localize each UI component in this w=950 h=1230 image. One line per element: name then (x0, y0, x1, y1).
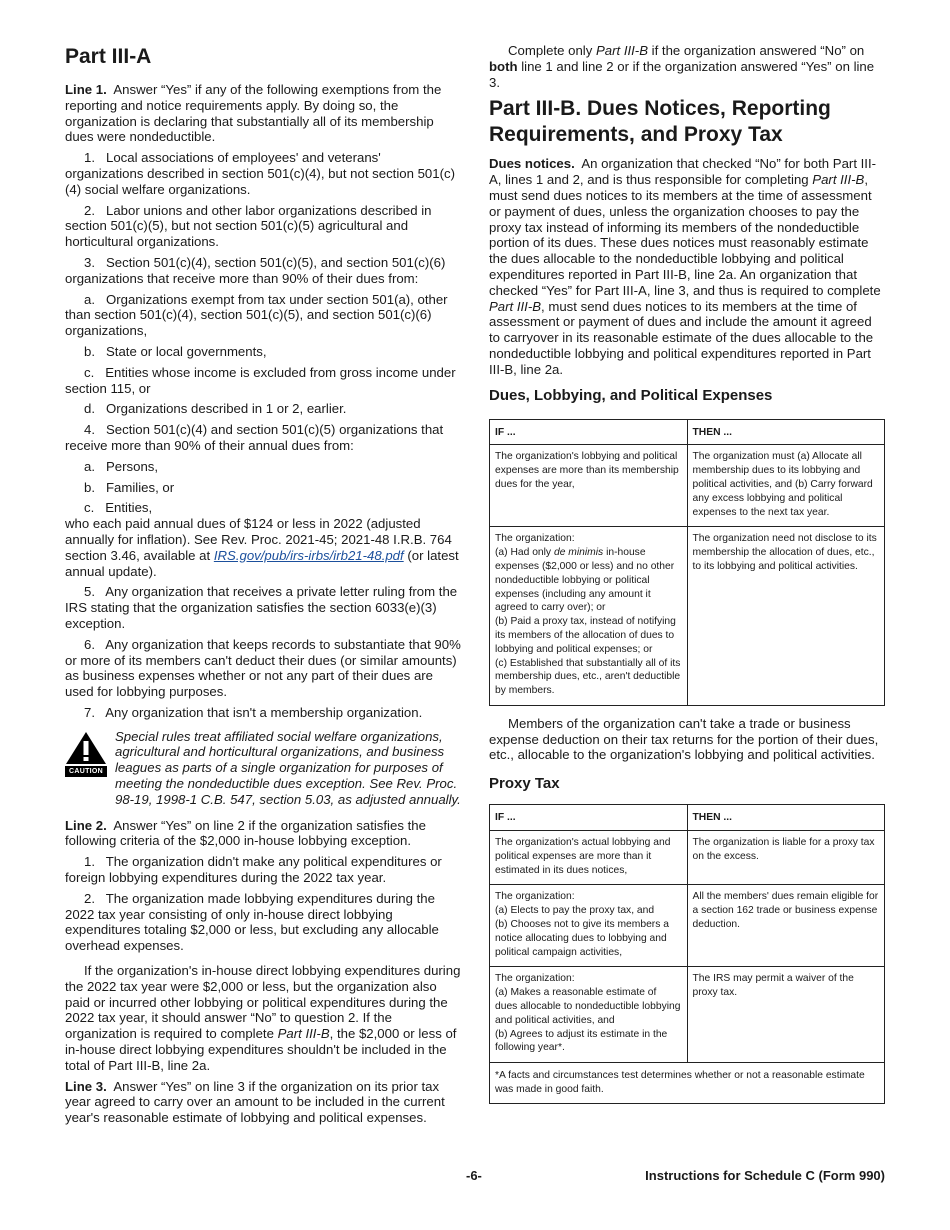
line1-subitem: c. Entities whose income is excluded from gross income under section 115, or (65, 364, 456, 396)
line1-item: 5. Any organization that receives a private letter ruling from the IRS stating that the organization satisfies the section 6033(e)(3) exception. (65, 584, 458, 631)
line2-item: 1. The organization didn't make any political expenditures or foreign lobbying expenditures during the 2022 tax year. (65, 854, 442, 886)
line1-subitem: b. State or local governments, (84, 343, 267, 359)
caution-icon (65, 731, 107, 777)
line1-item: 3. Section 501(c)(4), section 501(c)(5), and section 501(c)(6) organizations that receive more than 90% of their dues from: (65, 254, 446, 286)
if-cell: The organization: (a) Had only de minimis in-house expenses ($2,000 or less) and no other nondeductible lobbying or political expenses (including any amount it agreed to carry over); or (b) Paid a proxy tax, instead of notifying its members of the allocation of dues to lobbying and political expenses; or (c) Established that substantially all of its membership dues, etc., aren't deductible by members. (490, 527, 688, 706)
if-cell: The organization: (a) Elects to pay the proxy tax, and (b) Chooses not to give its members a notice allocating dues to lobbying and political campaign activities, (490, 885, 688, 967)
then-header: THEN ... (687, 805, 885, 831)
if-cell: The organization's lobbying and political expenses are more than its membership dues for the year, (490, 445, 688, 527)
part-iii-b-heading: Part III-B. Dues Notices, Reporting Requirements, and Proxy Tax (489, 97, 831, 147)
if-header: IF ... (490, 419, 688, 445)
line1-item: 1. Local associations of employees' and veterans' organizations described in section 501(c)(4), but not section 501(c)(4) social welfare organizations. (65, 150, 455, 197)
then-cell: The IRS may permit a waiver of the proxy tax. (687, 967, 885, 1063)
table-footnote-row (490, 1063, 885, 1104)
line1-item: 7. Any organization that isn't a membership organization. (84, 704, 423, 720)
caution-label: CAUTION (65, 766, 107, 777)
line1-item: 2. Labor unions and other labor organizations described in section 501(c)(5), but not section 501(c)(5) agricultural and horticultural organizations. (65, 202, 432, 250)
dues-notices-paragraph: Dues notices. An organization that checked “No” for both Part III-A, lines 1 and 2, and is thus responsible for completing Part III-B, must send dues notices to its members at the time of assessment or payment of dues, unless the organization chooses to pay the proxy tax instead of informing its members of the nondeductible portion of its dues. These dues notices must reasonably estimate the dues allocable to the nondeductible lobbying and political expenditures reported in Part III-B, line 2a. An organization that checked “Yes” for Part III-A, line 3, and thus is required to complete Part III-B, must send dues notices to its members at the time of assessment or payment of dues and include the amount it agreed to carryover in its reasonable estimate of the dues allocable to the nondeductible lobbying and political expenditures reported in Part III-B, line 2a. (489, 156, 881, 377)
table-header-row (490, 805, 885, 831)
proxy-tax-table (489, 804, 885, 1104)
table-header-row (490, 419, 885, 445)
then-cell: The organization need not disclose to its membership the allocation of dues, etc., to its lobbying and political activities. (687, 527, 885, 706)
table-row (490, 885, 885, 967)
form-title-footer: Instructions for Schedule C (Form 990) (645, 1168, 885, 1183)
then-cell: All the members' dues remain eligible for a section 162 trade or business expense deduction. (687, 885, 885, 967)
caution-note (65, 729, 462, 808)
table-footnote: *A facts and circumstances test determines whether or not a reasonable estimate was made in good faith. (490, 1063, 885, 1104)
dues-lobbying-heading: Dues, Lobbying, and Political Expenses (489, 386, 773, 404)
then-cell: The organization is liable for a proxy tax on the excess. (687, 831, 885, 885)
line1-item: 4. Section 501(c)(4) and section 501(c)(5) organizations that receive more than 90% of their annual dues from: (65, 422, 444, 453)
dues-lobbying-table (489, 419, 885, 706)
line1-subitem: a. Persons, (84, 458, 159, 474)
caution-text: Special rules treat affiliated social welfare organizations, agricultural and horticultural organizations, and business leagues as parts of a single organization for purposes of meeting the nondeductible dues exception. See Rev. Proc. 98-19, 1998-1 C.B. 547, section 5.03, as adjusted annually. (115, 728, 461, 807)
then-cell: The organization must (a) Allocate all membership dues to its lobbying and political activities, and (b) Carry forward any excess lobbying and political expenses to the next tax year. (687, 445, 885, 527)
irb-link[interactable]: IRS.gov/pub/irs-irbs/irb21-48.pdf (213, 547, 404, 563)
part-iii-a-heading: Part III-A (65, 45, 152, 68)
left-column (65, 40, 462, 1131)
line1-subitem: c. Entities, (84, 500, 153, 516)
item4-tail: who each paid annual dues of $124 or less in 2022 (adjusted annually for inflation). See Rev. Proc. 2021-45; 2021-48 I.R.B. 764 section 3.46, available at IRS.gov/pub/irs-irbs/irb21-48.pdf (or latest annual update). (65, 516, 459, 579)
if-cell: The organization's actual lobbying and political expenses are more than it estimated in its dues notices, (490, 831, 688, 885)
table-row (490, 527, 885, 706)
page-number: -6- (466, 1168, 482, 1183)
line2-detail: If the organization's in-house direct lobbying expenditures during the 2022 tax year were $2,000 or less, but the organization also paid or incurred other lobbying or political expenditures during the 2022 tax year, it should answer “No” to question 2. If the organization is required to complete Part III-B, the $2,000 or less of in-house direct lobbying expenditures shouldn't be included in the total of Part III-B, line 2a. (65, 963, 461, 1073)
line1-subitem: a. Organizations exempt from tax under section 501(a), other than section 501(c)(4), section 501(c)(5), and section 501(c)(6) organizations, (65, 291, 448, 339)
part-iii-b-intro: Complete only Part III-B if the organization answered “No” on both line 1 and line 2 or if the organization answered “Yes” on line 3. (489, 43, 875, 90)
line1-item: 6. Any organization that keeps records to substantiate that 90% or more of its members can't deduct their dues (or similar amounts) as business expenses whether or not any part of their dues are used for lobbying purposes. (65, 636, 461, 700)
line1-paragraph: Line 1. Answer “Yes” if any of the following exemptions from the reporting and notice requirements apply. By doing so, the organization is declaring that substantially all of its membership dues were nondeductible. (65, 82, 442, 145)
line2-item: 2. The organization made lobbying expenditures during the 2022 tax year consisting of only in-house direct lobbying expenditures totaling $2,000 or less, but excluding any allocable overhead expenses. (65, 890, 439, 954)
table-row (490, 831, 885, 885)
table-row (490, 445, 885, 527)
proxy-tax-heading: Proxy Tax (489, 775, 560, 793)
line3-paragraph: Line 3. Answer “Yes” on line 3 if the organization on its prior tax year agreed to carry over an amount to be included in the current year's reasonable estimate of lobbying and political expenses. (65, 1078, 445, 1126)
line1-subitem: d. Organizations described in 1 or 2, earlier. (84, 401, 347, 417)
line2-paragraph: Line 2. Answer “Yes” on line 2 if the organization satisfies the following criteria of the $2,000 in-house lobbying exception. (65, 817, 426, 849)
table-row (490, 967, 885, 1063)
if-cell: The organization: (a) Makes a reasonable estimate of dues allocable to nondeductible lobbying and political activities, and (b) Agrees to adjust its estimate in the following year*. (490, 967, 688, 1063)
right-column (489, 43, 885, 1114)
then-header: THEN ... (687, 419, 885, 445)
line1-subitem: b. Families, or (84, 479, 175, 495)
members-paragraph: Members of the organization can't take a trade or business expense deduction on their tax returns for the portion of their dues, etc., allocable to the organization's lobbying and political activities. (489, 715, 879, 763)
if-header: IF ... (490, 805, 688, 831)
